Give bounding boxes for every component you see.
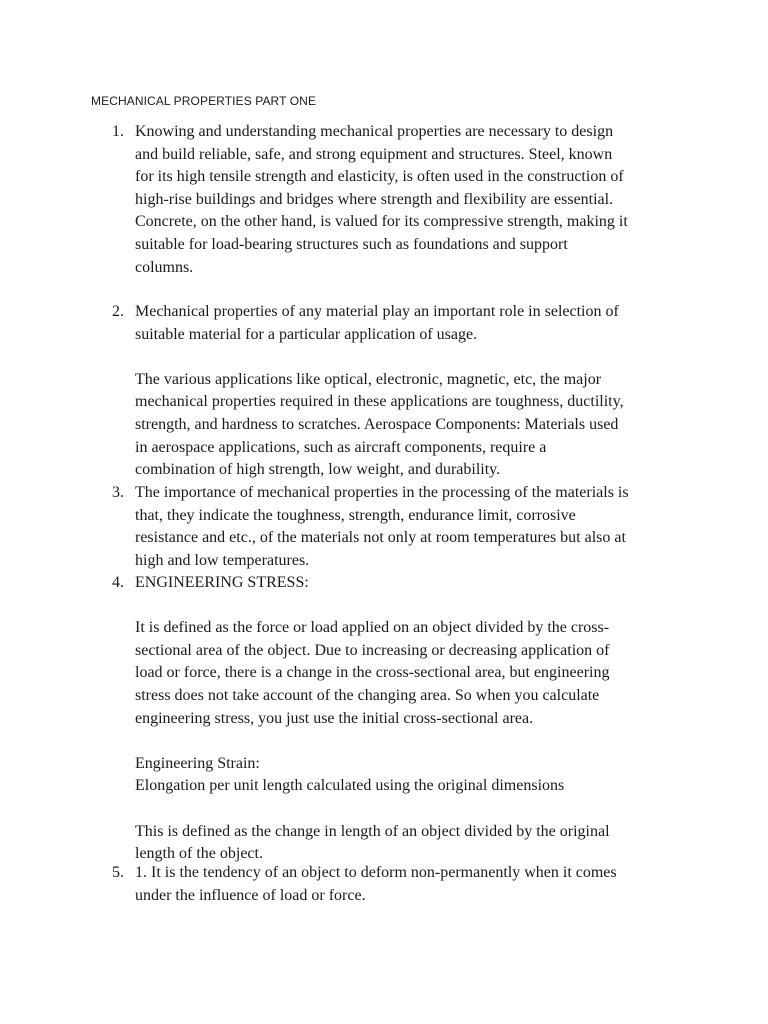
list-item-3: [0, 482, 768, 572]
paragraph: [135, 753, 695, 798]
text-line: The various applications like optical, electronic, magnetic, etc, the major: [135, 370, 602, 388]
text-line: that, they indicate the toughness, strength, endurance limit, corrosive: [135, 506, 576, 524]
text-line: Mechanical properties of any material play an important role in selection of: [135, 303, 619, 320]
text-line: strength, and hardness to scratches. Aerospace Components: Materials used: [135, 415, 619, 433]
text-line: The importance of mechanical properties in the processing of the materials is: [135, 484, 629, 501]
text-line: under the influence of load or force.: [135, 886, 366, 904]
list-item-1: [0, 121, 768, 279]
text-line: Knowing and understanding mechanical properties are necessary to design: [135, 123, 614, 140]
list-item-number: 4.: [112, 574, 124, 591]
text-line: resistance and etc., of the materials not only at room temperatures but also at: [135, 529, 626, 547]
text-line: combination of high strength, low weight, and durability.: [135, 461, 501, 479]
paragraph: [135, 617, 695, 730]
text-line: high-rise buildings and bridges where strength and flexibility are essential.: [135, 190, 614, 208]
list-item-body: [135, 482, 695, 572]
text-line: engineering stress, you just use the initial cross-sectional area.: [135, 709, 534, 727]
document-title: MECHANICAL PROPERTIES PART ONE: [91, 94, 317, 108]
text-line: Elongation per unit length calculated using the original dimensions: [135, 777, 565, 795]
paragraph: [135, 862, 695, 907]
text-line: columns.: [135, 258, 194, 276]
text-line: It is defined as the force or load applied on an object divided by the cross-: [135, 619, 610, 637]
list-item-number: 1.: [112, 123, 124, 140]
paragraph: [135, 121, 695, 279]
text-line: sectional area of the object. Due to increasing or decreasing application of: [135, 641, 610, 659]
text-line: 1. It is the tendency of an object to deform non-permanently when it comes: [135, 864, 617, 881]
section-heading: [135, 572, 695, 595]
list-item-body: [135, 121, 695, 279]
list-item-5: [0, 862, 768, 907]
text-line: Engineering Strain:: [135, 754, 260, 772]
list-item-2: [0, 301, 768, 482]
text-line: suitable material for a particular application of usage.: [135, 325, 478, 343]
text-line: mechanical properties required in these applications are toughness, ductility,: [135, 393, 624, 411]
paragraph: [135, 369, 695, 482]
text-line: suitable for load-bearing structures such as foundations and support: [135, 235, 568, 253]
text-line: Concrete, on the other hand, is valued for its compressive strength, making it: [135, 213, 628, 231]
paragraph: [135, 821, 695, 866]
paragraph: [135, 482, 695, 572]
list-item-number: 2.: [112, 303, 124, 320]
paragraph: [135, 301, 695, 346]
text-line: high and low temperatures.: [135, 551, 310, 569]
text-line: and build reliable, safe, and strong equipment and structures. Steel, known: [135, 145, 613, 163]
list-item-number: 3.: [112, 484, 124, 501]
list-item-body: [135, 301, 695, 482]
list-item-4: [0, 572, 768, 866]
text-line: for its high tensile strength and elasticity, is often used in the construction of: [135, 168, 624, 186]
text-line: load or force, there is a change in the cross-sectional area, but engineering: [135, 664, 610, 682]
list-item-number: 5.: [112, 864, 124, 881]
text-line: length of the object.: [135, 845, 263, 863]
list-item-body: [135, 572, 695, 866]
list-item-body: [135, 862, 695, 907]
text-line: in aerospace applications, such as aircraft components, require a: [135, 438, 547, 456]
text-line: stress does not take account of the changing area. So when you calculate: [135, 686, 600, 704]
text-line: This is defined as the change in length of an object divided by the original: [135, 822, 610, 840]
text-line: ENGINEERING STRESS:: [135, 574, 309, 591]
